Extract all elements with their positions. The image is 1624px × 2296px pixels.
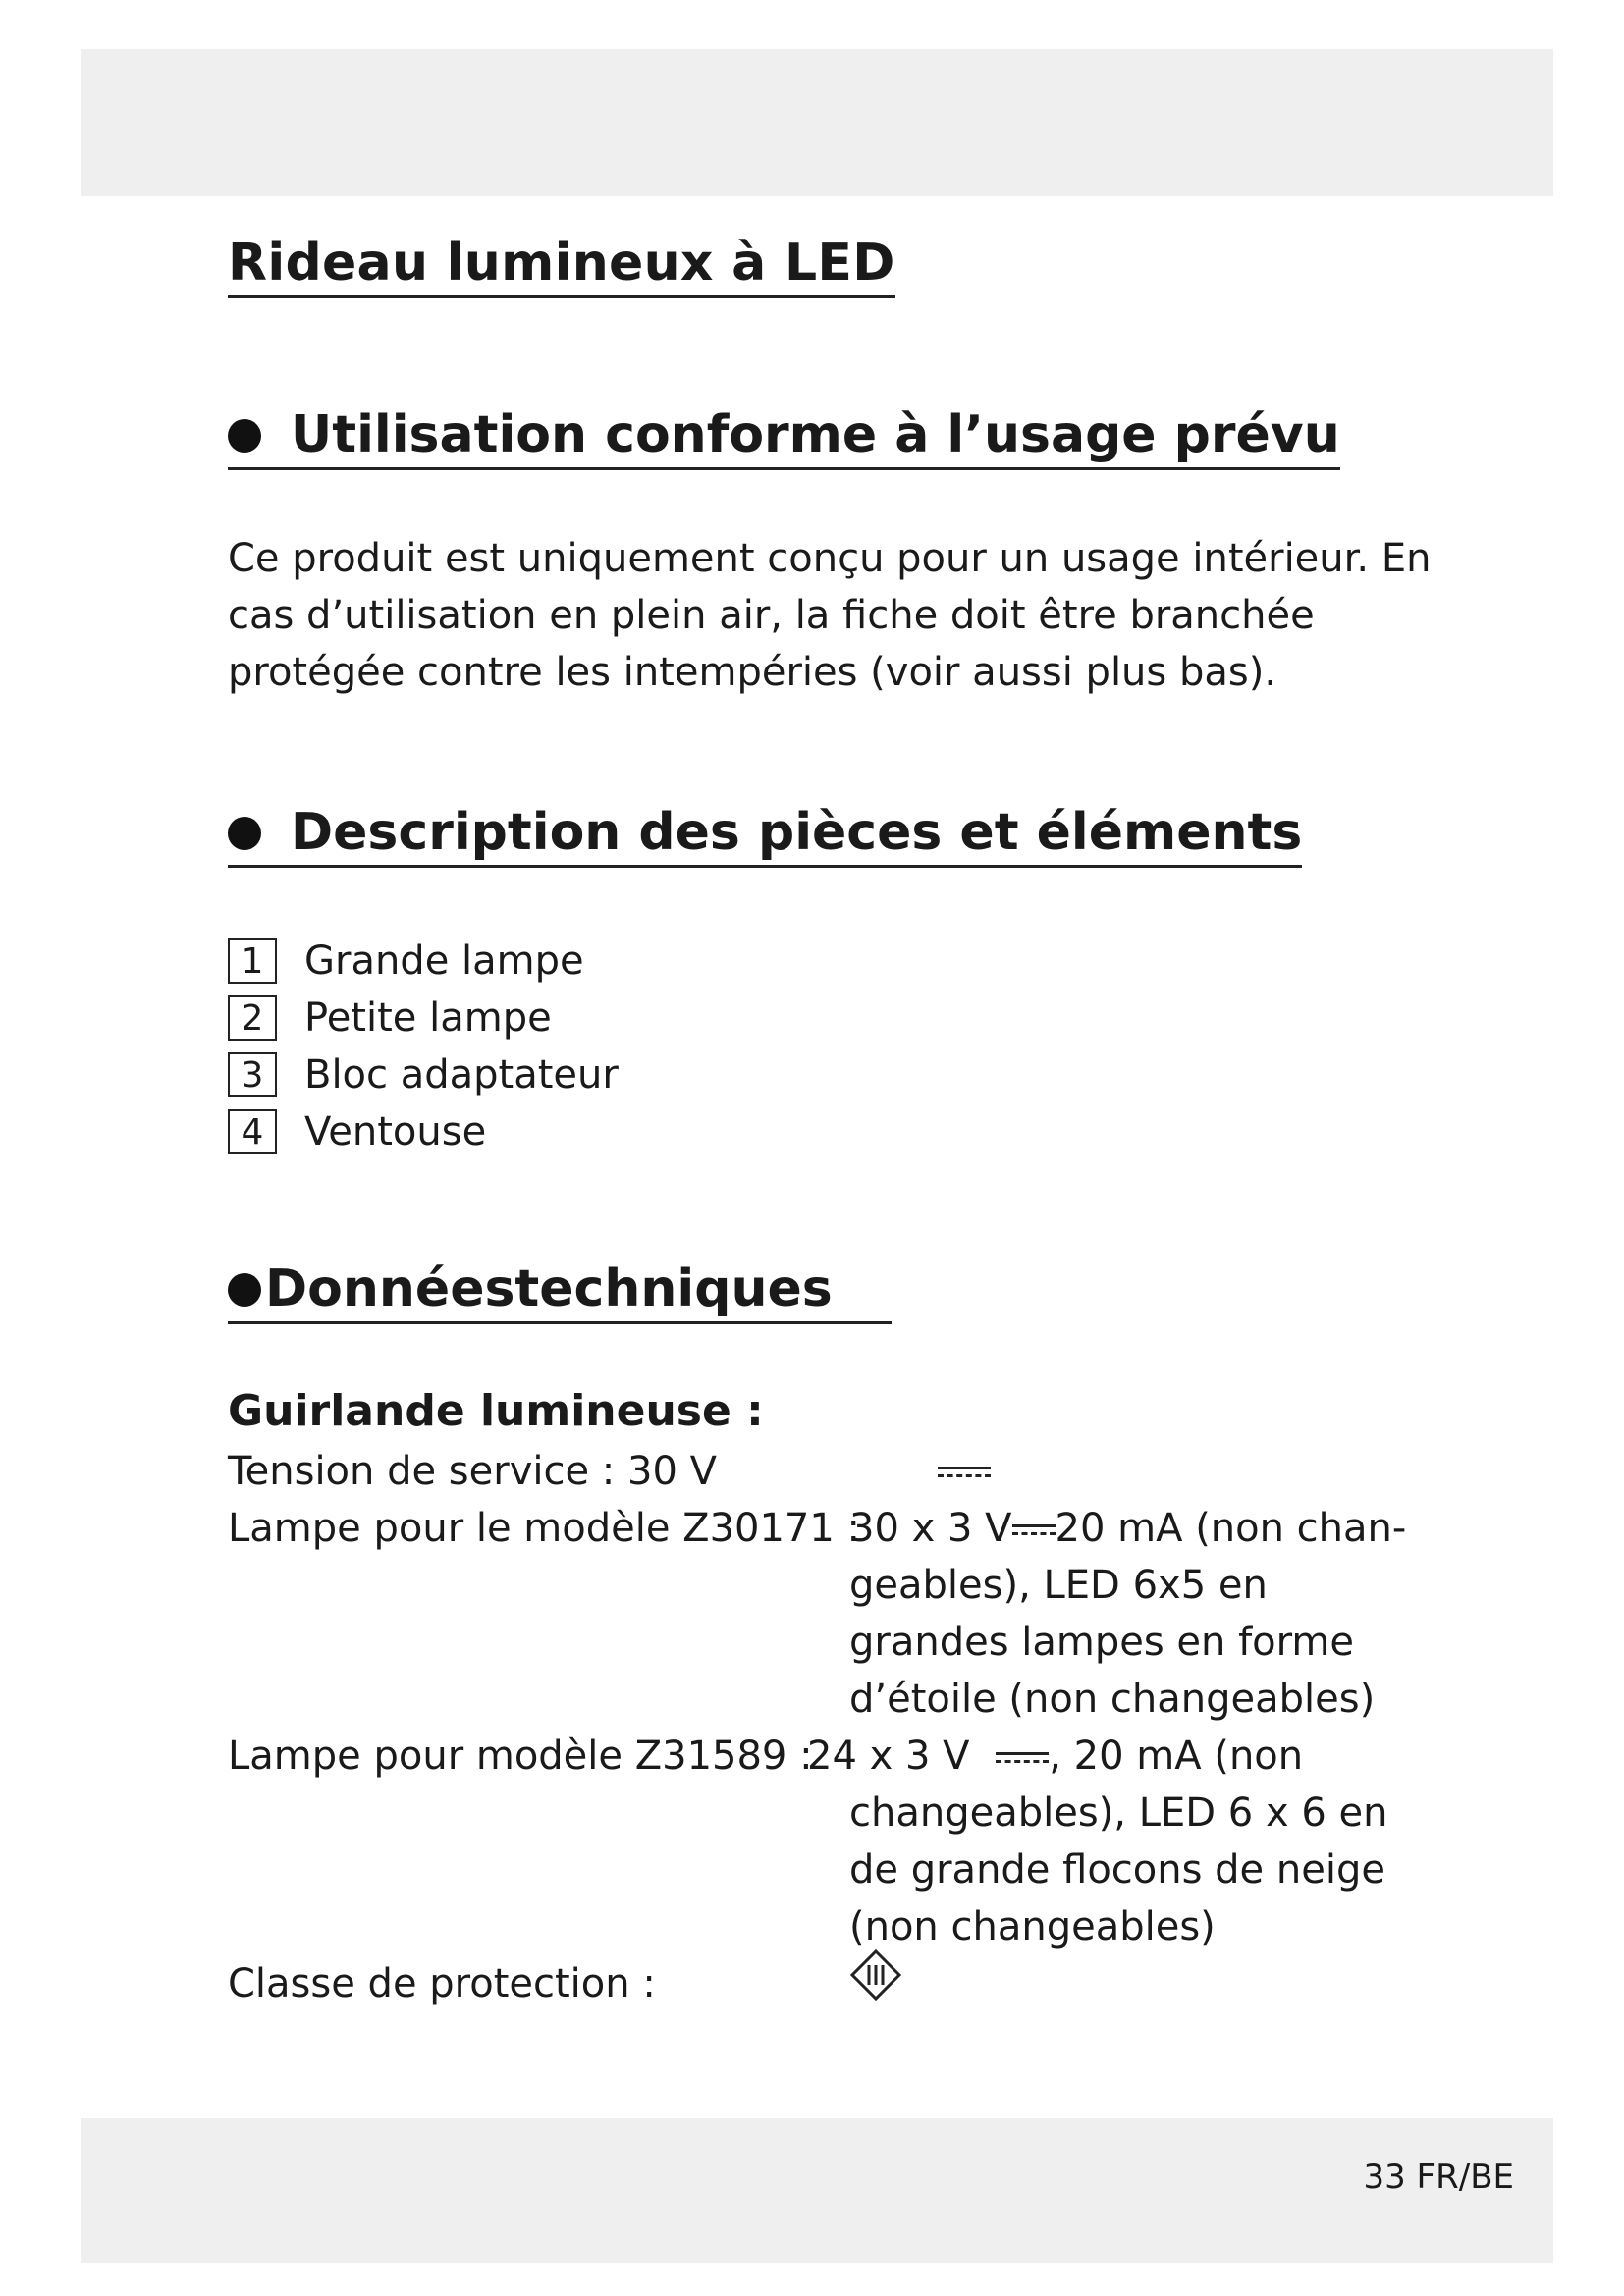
- part-number-box: 3: [228, 1052, 277, 1097]
- dc-current-icon: [938, 1463, 991, 1482]
- spec-lamp2-first-tail: , 20 mA (non: [1049, 1734, 1304, 1779]
- bullet-icon: [228, 1273, 261, 1307]
- spec-tension: [228, 1443, 717, 1500]
- section-heading-parts-text: Description des pièces et éléments: [291, 803, 1303, 862]
- part-number-box: 1: [228, 938, 277, 984]
- protection-class-iii-icon: [849, 1949, 902, 2002]
- list-item: [228, 933, 619, 989]
- part-number-box: 4: [228, 1109, 277, 1154]
- spec-tension-label: Tension de service :: [228, 1449, 616, 1494]
- spec-lamp2-first-line: [807, 1728, 1303, 1785]
- part-label: Ventouse: [304, 1109, 487, 1154]
- spec-lamp1-first: 30 x 3 V: [849, 1506, 1012, 1551]
- spec-lamp1-first-tail: 20 mA (non chan-: [1055, 1506, 1407, 1551]
- sub-heading-garland: Guirlande lumineuse :: [228, 1386, 764, 1436]
- spec-lamp2-label: Lampe pour modèle Z31589 :: [228, 1734, 813, 1779]
- page-title: Rideau lumineux à LED: [228, 236, 895, 298]
- part-number-box: 2: [228, 995, 277, 1041]
- section-heading-tech-text: Donnéestechniques: [265, 1259, 833, 1318]
- dc-current-icon: [1012, 1521, 1056, 1540]
- section-heading-tech: [228, 1261, 892, 1324]
- header-band: [81, 49, 1553, 196]
- footer-band: [81, 2118, 1553, 2263]
- dc-current-icon: [996, 1748, 1049, 1768]
- part-label: Grande lampe: [304, 938, 584, 984]
- spec-lamp2-first: 24 x 3 V: [807, 1734, 970, 1779]
- bullet-icon: [228, 817, 261, 850]
- section-heading-parts: [228, 805, 1302, 868]
- list-item: [228, 1046, 619, 1103]
- spec-lamp1-first-line: [849, 1500, 1406, 1557]
- spec-lamp1-rest: geables), LED 6x5 en grandes lampes en forme d’étoile (non changeables): [849, 1563, 1376, 1722]
- spec-lamp1-label: Lampe pour le modèle Z30171 :: [228, 1506, 861, 1551]
- section-heading-usage: [228, 407, 1340, 470]
- spec-lamp2-rest: changeables), LED 6 x 6 en de grande flocons de neige (non changeables): [849, 1790, 1388, 1949]
- spec-protection-label: Classe de protection :: [228, 1961, 656, 2006]
- section-heading-usage-text: Utilisation conforme à l’usage prévu: [291, 405, 1340, 464]
- list-item: [228, 1103, 619, 1160]
- list-item: [228, 989, 619, 1046]
- part-label: Bloc adaptateur: [304, 1052, 619, 1097]
- parts-list: [228, 933, 619, 1160]
- page-number: 33 FR/BE: [1363, 2158, 1514, 2197]
- part-label: Petite lampe: [304, 995, 552, 1041]
- usage-paragraph: Ce produit est uniquement conçu pour un usage intérieur. En cas d’utilisation en plein air, la fiche doit être branchée protégée contre les intempéries (voir aussi plus bas).: [228, 536, 1432, 695]
- bullet-icon: [228, 419, 261, 453]
- spec-tension-value: 30 V: [627, 1449, 717, 1494]
